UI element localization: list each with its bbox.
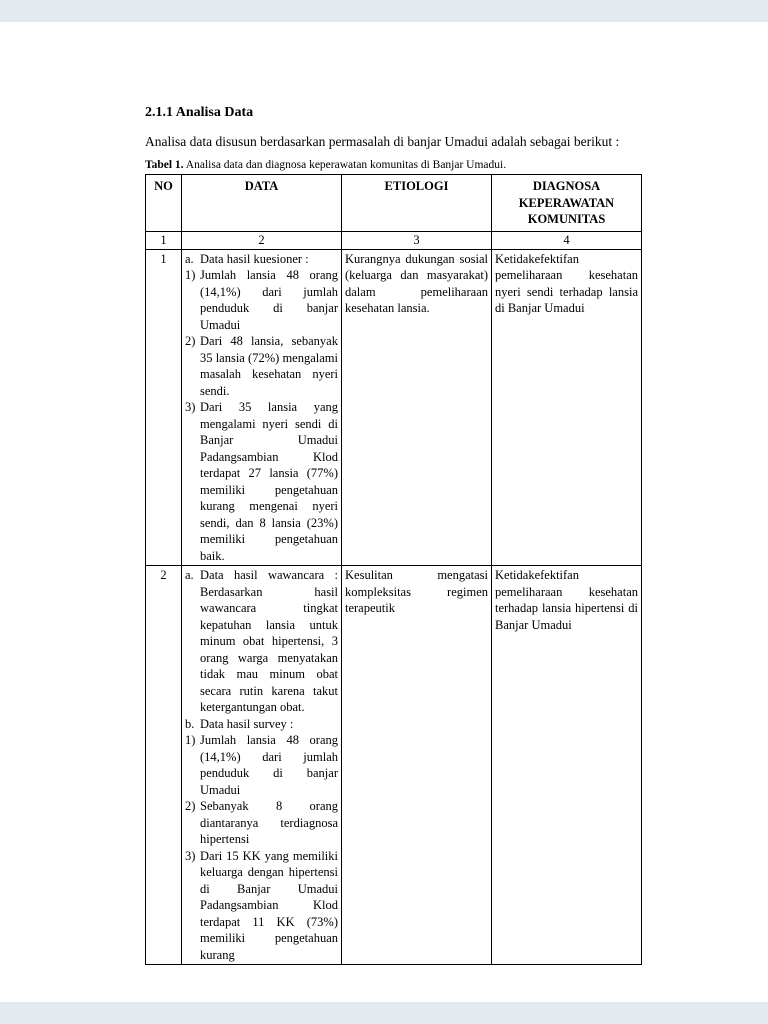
header-data: DATA (182, 175, 342, 232)
data-item (185, 567, 338, 716)
page-content (145, 105, 641, 965)
data-item (185, 399, 338, 564)
cell-diagnosa: Ketidakefektifan pemeliharaan kesehatan nyeri sendi terhadap lansia di Banjar Umadui (492, 249, 642, 566)
cell-data (182, 249, 342, 566)
table-row (146, 566, 642, 965)
header-diagnosa: DIAGNOSA KEPERAWATAN KOMUNITAS (492, 175, 642, 232)
data-item (185, 267, 338, 333)
item-marker: 3) (185, 848, 196, 863)
cell-no: 1 (146, 249, 182, 566)
header-no: NO (146, 175, 182, 232)
item-text: Dari 15 KK yang memiliki keluarga dengan hipertensi di Banjar Umadui Padangsambian Klod terdapat 11 KK (73%) memiliki pengetahuan kurang (200, 848, 338, 962)
data-item (185, 251, 338, 268)
item-marker: b. (185, 716, 195, 731)
cell-no: 2 (146, 566, 182, 965)
item-text: Jumlah lansia 48 orang (14,1%) dari jumlah penduduk di banjar Umadui (200, 268, 338, 332)
item-text: Data hasil survey : (200, 716, 294, 731)
item-text: Dari 35 lansia yang mengalami nyeri sendi di Banjar Umadui Padangsambian Klod terdapat 27 lansia (77%) memiliki pengetahuan kurang mengenai nyeri sendi, dan 8 lansia (23%) memiliki pengetahuan baik. (200, 400, 338, 563)
intro-paragraph: Analisa data disusun berdasarkan permasalah di banjar Umadui adalah sebagai berikut : (145, 134, 620, 149)
header-etiologi: ETIOLOGI (342, 175, 492, 232)
document-page (0, 22, 768, 1002)
item-text: Data hasil wawancara : Berdasarkan hasil wawancara tingkat kepatuhan lansia untuk minum obat hipertensi, 3 orang warga menyatakan tidak mau minum obat secara rutin karena takut ketergantungan obat. (200, 568, 338, 714)
column-number: 4 (492, 231, 642, 249)
analisa-data-table (145, 174, 642, 965)
column-number: 1 (146, 231, 182, 249)
cell-etiologi: Kurangnya dukungan sosial (keluarga dan masyarakat) dalam pemeliharaan kesehatan lansia. (342, 249, 492, 566)
item-text: Dari 48 lansia, sebanyak 35 lansia (72%) mengalami masalah kesehatan nyeri sendi. (200, 334, 338, 398)
table-row (146, 249, 642, 566)
item-marker: a. (185, 568, 194, 582)
table-caption-text: Analisa data dan diagnosa keperawatan komunitas di Banjar Umadui. (183, 159, 507, 171)
header-row (146, 175, 642, 232)
column-number: 3 (342, 231, 492, 249)
cell-etiologi: Kesulitan mengatasi kompleksitas regimen terapeutik (342, 566, 492, 965)
cell-data (182, 566, 342, 965)
item-marker: 1) (185, 268, 196, 282)
section-heading: 2.1.1 Analisa Data (145, 105, 254, 120)
data-item (185, 848, 338, 964)
data-item (185, 333, 338, 399)
item-text: Sebanyak 8 orang diantaranya terdiagnosa hipertensi (200, 799, 338, 846)
column-number-row (146, 231, 642, 249)
item-text: Jumlah lansia 48 orang (14,1%) dari jumlah penduduk di banjar Umadui (200, 733, 338, 797)
data-item (185, 716, 338, 733)
cell-diagnosa: Ketidakefektifan pemeliharaan kesehatan terhadap lansia hipertensi di Banjar Umadui (492, 566, 642, 965)
item-marker: 3) (185, 400, 196, 414)
table-caption (145, 158, 641, 172)
table-caption-label: Tabel 1. (145, 159, 184, 171)
column-number: 2 (182, 231, 342, 249)
item-marker: 2) (185, 334, 196, 348)
data-item (185, 798, 338, 848)
data-item (185, 732, 338, 798)
item-marker: 2) (185, 799, 196, 813)
item-text: Data hasil kuesioner : (200, 251, 309, 266)
item-marker: a. (185, 251, 194, 266)
item-marker: 1) (185, 733, 196, 747)
